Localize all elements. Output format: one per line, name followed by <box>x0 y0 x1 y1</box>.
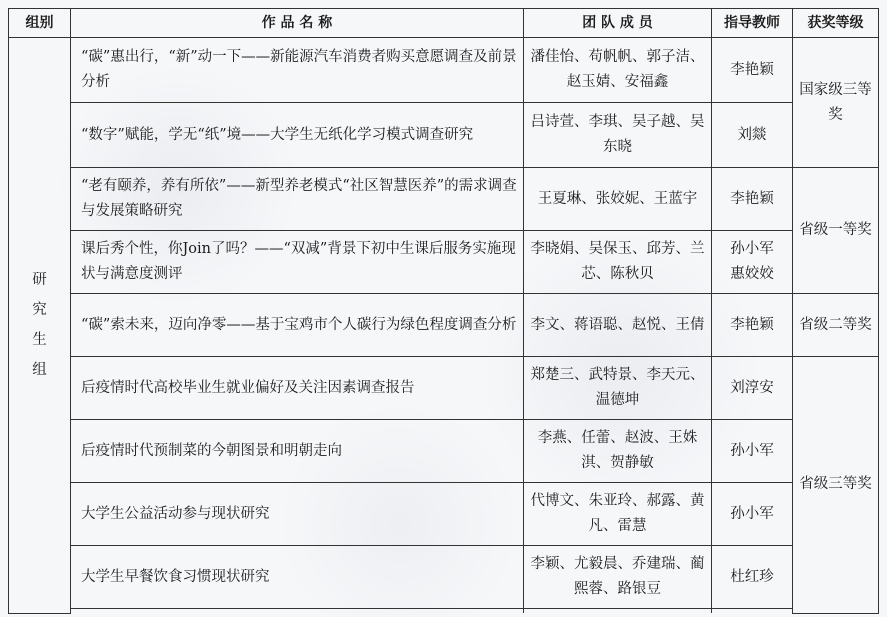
teacher-name: 李艳颖 <box>730 61 774 78</box>
team-members: 李晓娟、吴保玉、邱芳、兰芯、陈秋贝 <box>524 231 712 294</box>
header-teacher: 指导教师 <box>712 9 793 38</box>
table-row <box>9 231 879 294</box>
group-cell <box>9 38 71 614</box>
teacher <box>712 483 793 546</box>
team-members: 李燕、任蕾、赵波、王姝淇、贺静敏 <box>524 420 712 483</box>
table-row <box>9 483 879 546</box>
teacher <box>712 38 793 103</box>
team-members: 李文、蒋语聪、赵悦、王倩 <box>524 294 712 357</box>
teacher <box>712 231 793 294</box>
teacher-name: 孙小军 <box>730 442 774 459</box>
teacher <box>712 546 793 609</box>
table-row <box>9 38 879 103</box>
header-members: 团 队 成 员 <box>524 9 712 38</box>
header-award: 获奖等级 <box>793 9 879 38</box>
table-row <box>9 420 879 483</box>
group-char: 组 <box>32 362 47 379</box>
work-title: 大学生早餐饮食习惯现状研究 <box>71 546 524 609</box>
team-members: 李颖、尤毅晨、乔建瑞、蔺熙蓉、路银豆 <box>524 546 712 609</box>
cutoff-cell <box>524 609 712 614</box>
teacher-name: 刘燚 <box>737 126 767 143</box>
work-title: “数字”赋能，学无“纸”境——大学生无纸化学习模式调查研究 <box>71 103 524 168</box>
award-level: 省级二等奖 <box>793 294 879 357</box>
teacher <box>712 168 793 231</box>
teacher <box>712 357 793 420</box>
award-table <box>8 8 879 614</box>
award-level: 省级三等奖 <box>793 357 879 614</box>
table-row <box>9 357 879 420</box>
team-members: 王夏琳、张姣妮、王蓝宇 <box>524 168 712 231</box>
teacher-name: 孙小军 <box>730 241 774 257</box>
cutoff-cell <box>71 609 524 614</box>
table-header-row <box>9 9 879 38</box>
work-title: “老有颐养，养有所依”——新型养老模式“社区智慧医养”的需求调查与发展策略研究 <box>71 168 524 231</box>
teacher-name: 杜红珍 <box>730 568 774 585</box>
award-level: 国家级三等奖 <box>793 38 879 168</box>
table-row <box>9 103 879 168</box>
table-row <box>9 168 879 231</box>
work-title: “碳”索未来，迈向净零——基于宝鸡市个人碳行为绿色程度调查分析 <box>71 294 524 357</box>
teacher-name: 惠姣姣 <box>730 266 774 282</box>
teacher-name: 李艳颖 <box>730 190 774 207</box>
header-work: 作 品 名 称 <box>71 9 524 38</box>
table-row <box>9 546 879 609</box>
table-row-cutoff <box>9 609 879 614</box>
group-char: 究 <box>32 302 47 319</box>
group-char: 研 <box>32 272 47 289</box>
work-title: 大学生公益活动参与现状研究 <box>71 483 524 546</box>
team-members: 吕诗萱、李琪、吴子越、吴东晓 <box>524 103 712 168</box>
teacher <box>712 103 793 168</box>
work-title: 后疫情时代高校毕业生就业偏好及关注因素调查报告 <box>71 357 524 420</box>
header-group: 组别 <box>9 9 71 38</box>
team-members: 代博文、朱亚玲、郝露、黄凡、雷慧 <box>524 483 712 546</box>
teacher <box>712 420 793 483</box>
group-char: 生 <box>32 332 47 349</box>
teacher-name: 刘淳安 <box>730 379 774 396</box>
teacher <box>712 294 793 357</box>
award-level: 省级一等奖 <box>793 168 879 294</box>
team-members: 郑楚三、武特景、李天元、温德坤 <box>524 357 712 420</box>
teacher-name: 孙小军 <box>730 505 774 522</box>
team-members: 潘佳怡、苟帆帆、郭子洁、赵玉婧、安福鑫 <box>524 38 712 103</box>
work-title: 后疫情时代预制菜的今朝图景和明朝走向 <box>71 420 524 483</box>
work-title: “碳”惠出行，“新”动一下——新能源汽车消费者购买意愿调查及前景分析 <box>71 38 524 103</box>
table-row <box>9 294 879 357</box>
teacher-name: 李艳颖 <box>730 316 774 333</box>
work-title: 课后秀个性，你Join了吗？——“双减”背景下初中生课后服务实施现状与满意度测评 <box>71 231 524 294</box>
cutoff-cell <box>712 609 793 614</box>
